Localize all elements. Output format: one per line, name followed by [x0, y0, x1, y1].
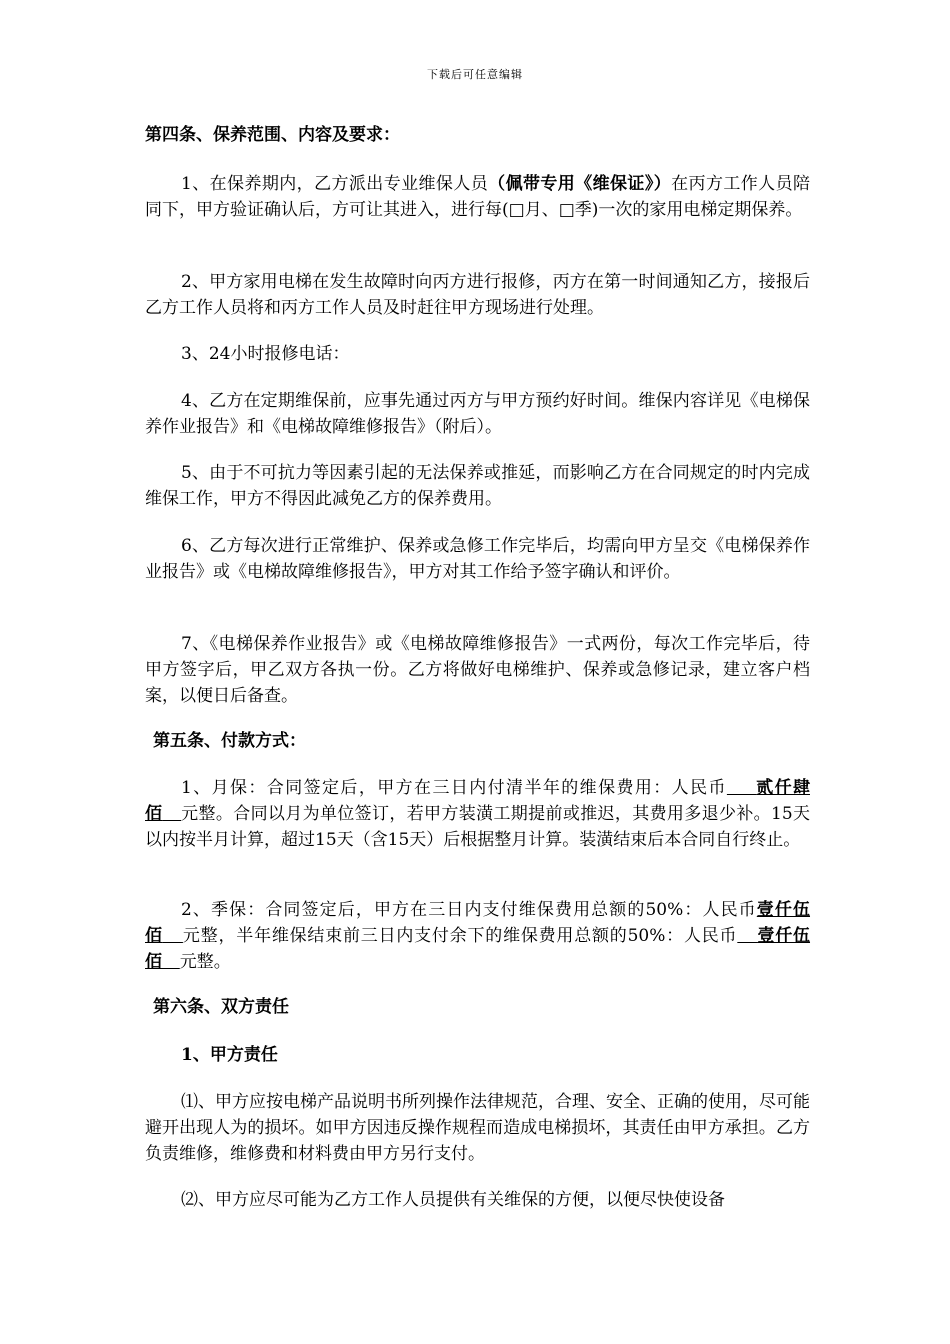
amount-quarterly-second-value: 壹仟伍佰	[145, 926, 811, 972]
article5-paragraph-1	[145, 775, 810, 853]
article5-title: 第五条、付款方式：	[153, 731, 306, 751]
article4-paragraph-7: 7、《电梯保养作业报告》或《电梯故障维修报告》一式两份，每次工作完毕后，待甲方签字后，甲乙双方各执一份。乙方将做好电梯维护、保养或急修记录，建立客户档案，以便日后备查。	[145, 634, 810, 706]
article4-paragraph-5: 5、由于不可抗力等因素引起的无法保养或推延，而影响乙方在合同规定的时内完成维保工作，甲方不得因此减免乙方的保养费用。	[145, 463, 810, 509]
article5-p2-text-middle: 元整，半年维保结束前三日内支付余下的维保费用总额的50%：人民币	[182, 926, 738, 946]
article4-paragraph-6: 6、乙方每次进行正常维护、保养或急修工作完毕后，均需向甲方呈交《电梯保养作业报告》或《电梯故障维修报告》，甲方对其工作给予签字确认和评价。	[145, 536, 810, 582]
article6-title: 第六条、双方责任	[153, 997, 289, 1017]
article4-paragraph-2: 2、甲方家用电梯在发生故障时向丙方进行报修，丙方在第一时间通知乙方，接报后乙方工作人员将和丙方工作人员及时赶往甲方现场进行处理。	[145, 272, 810, 318]
article5-p1-text: 1、月保：合同签定后，甲方在三日内付清半年的维保费用：人民币	[181, 778, 727, 798]
page-header: 下载后可任意编辑	[427, 68, 523, 81]
amount-monthly-value: 贰仟肆佰	[145, 778, 810, 824]
article5-p2-text-after: 元整。	[179, 952, 231, 972]
article5-paragraph-2	[145, 897, 810, 975]
amount-quarterly-first-value: 壹仟伍佰	[145, 900, 811, 946]
article5-p2-text: 2、季保：合同签定后，甲方在三日内支付维保费用总额的50%：人民币	[181, 900, 757, 920]
article4-paragraph-3: 3、24小时报修电话：	[181, 344, 350, 364]
article4-p1-text: 1、在保养期内，乙方派出专业维保人员	[181, 174, 489, 194]
article4-p1-text-after: 在丙方工作人员陪同下，甲方验证确认后，方可让其进入，进行每(□月、□季)一次的家用电梯定期保养。	[145, 174, 810, 220]
article6-paragraph-2: ⑵、甲方应尽可能为乙方工作人员提供有关维保的方便，以便尽快使设备	[181, 1190, 725, 1210]
article4-paragraph-1	[145, 171, 810, 223]
article5-p1-text-after: 元整。合同以月为单位签订，若甲方装潢工期提前或推迟，其费用多退少补。15天以内按半月计算，超过15天（含15天）后根据整月计算。装潢结束后本合同自行终止。	[145, 804, 811, 850]
article4-title: 第四条、保养范围、内容及要求：	[145, 125, 400, 145]
article6-paragraph-1: ⑴、甲方应按电梯产品说明书所列操作法律规范，合理、安全、正确的使用，尽可能避开出现人为的损坏。如甲方因违反操作规程而造成电梯损坏，其责任由甲方承担。乙方负责维修，维修费和材料费由甲方另行支付。	[145, 1092, 810, 1164]
article6-subheading-1: 1、甲方责任	[181, 1045, 278, 1065]
article4-paragraph-4: 4、乙方在定期维保前，应事先通过丙方与甲方预约好时间。维保内容详见《电梯保养作业报告》和《电梯故障维修报告》（附后）。	[145, 391, 810, 437]
article4-p1-bold: （佩带专用《维保证》）	[488, 174, 672, 194]
